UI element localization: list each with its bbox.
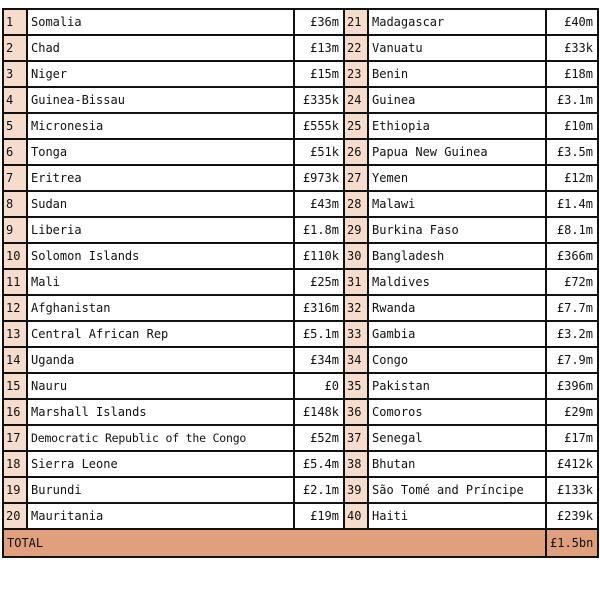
- amount: £3.5m: [546, 139, 598, 165]
- table-row: [3, 295, 598, 321]
- country-name: Yemen: [368, 165, 546, 191]
- amount: £1.8m: [294, 217, 344, 243]
- amount: £72m: [546, 269, 598, 295]
- table-row: [3, 425, 598, 451]
- rank-number: 28: [344, 191, 368, 217]
- amount: £18m: [546, 61, 598, 87]
- country-name: Niger: [27, 61, 294, 87]
- rank-number: 37: [344, 425, 368, 451]
- rank-number: 1: [3, 9, 27, 35]
- country-name: Liberia: [27, 217, 294, 243]
- amount: £239k: [546, 503, 598, 529]
- country-name: Vanuatu: [368, 35, 546, 61]
- rank-number: 2: [3, 35, 27, 61]
- country-name: Bangladesh: [368, 243, 546, 269]
- amount: £51k: [294, 139, 344, 165]
- rank-number: 27: [344, 165, 368, 191]
- rank-number: 31: [344, 269, 368, 295]
- rank-number: 16: [3, 399, 27, 425]
- country-name: Ethiopia: [368, 113, 546, 139]
- rank-number: 20: [3, 503, 27, 529]
- country-name: Sudan: [27, 191, 294, 217]
- rank-number: 7: [3, 165, 27, 191]
- rank-number: 25: [344, 113, 368, 139]
- rank-number: 17: [3, 425, 27, 451]
- country-name: Democratic Republic of the Congo: [27, 425, 294, 451]
- amount: £316m: [294, 295, 344, 321]
- amount: £335k: [294, 87, 344, 113]
- country-name: Central African Rep: [27, 321, 294, 347]
- country-name: Maldives: [368, 269, 546, 295]
- amount: £396m: [546, 373, 598, 399]
- table-row: [3, 191, 598, 217]
- table-body: [3, 9, 598, 529]
- rank-number: 23: [344, 61, 368, 87]
- country-name: São Tomé and Príncipe: [368, 477, 546, 503]
- amount: £973k: [294, 165, 344, 191]
- country-name: Pakistan: [368, 373, 546, 399]
- country-name: Guinea: [368, 87, 546, 113]
- table-row: [3, 217, 598, 243]
- table-row: [3, 165, 598, 191]
- rank-number: 24: [344, 87, 368, 113]
- rank-number: 35: [344, 373, 368, 399]
- table-row: [3, 503, 598, 529]
- country-name: Marshall Islands: [27, 399, 294, 425]
- country-name: Malawi: [368, 191, 546, 217]
- amount: £17m: [546, 425, 598, 451]
- rank-number: 8: [3, 191, 27, 217]
- rank-number: 13: [3, 321, 27, 347]
- table-row: [3, 243, 598, 269]
- amount: £3.1m: [546, 87, 598, 113]
- rank-number: 15: [3, 373, 27, 399]
- rank-number: 22: [344, 35, 368, 61]
- rank-number: 12: [3, 295, 27, 321]
- amount: £43m: [294, 191, 344, 217]
- amount: £110k: [294, 243, 344, 269]
- amount: £1.4m: [546, 191, 598, 217]
- total-row: [3, 529, 598, 557]
- amount: £12m: [546, 165, 598, 191]
- amount: £0: [294, 373, 344, 399]
- rank-number: 38: [344, 451, 368, 477]
- rank-number: 4: [3, 87, 27, 113]
- aid-table: [2, 8, 599, 558]
- country-name: Guinea-Bissau: [27, 87, 294, 113]
- rank-number: 19: [3, 477, 27, 503]
- table-row: [3, 87, 598, 113]
- amount: £25m: [294, 269, 344, 295]
- country-name: Burkina Faso: [368, 217, 546, 243]
- amount: £33k: [546, 35, 598, 61]
- rank-number: 5: [3, 113, 27, 139]
- amount: £148k: [294, 399, 344, 425]
- country-name: Bhutan: [368, 451, 546, 477]
- rank-number: 3: [3, 61, 27, 87]
- country-name: Solomon Islands: [27, 243, 294, 269]
- amount: £133k: [546, 477, 598, 503]
- table-row: [3, 35, 598, 61]
- amount: £36m: [294, 9, 344, 35]
- country-name: Gambia: [368, 321, 546, 347]
- rank-number: 14: [3, 347, 27, 373]
- amount: £10m: [546, 113, 598, 139]
- rank-number: 6: [3, 139, 27, 165]
- rank-number: 21: [344, 9, 368, 35]
- rank-number: 34: [344, 347, 368, 373]
- rank-number: 40: [344, 503, 368, 529]
- amount: £2.1m: [294, 477, 344, 503]
- rank-number: 33: [344, 321, 368, 347]
- table-row: [3, 9, 598, 35]
- country-name: Micronesia: [27, 113, 294, 139]
- rank-number: 9: [3, 217, 27, 243]
- amount: £29m: [546, 399, 598, 425]
- amount: £555k: [294, 113, 344, 139]
- rank-number: 10: [3, 243, 27, 269]
- table-row: [3, 373, 598, 399]
- country-name: Mauritania: [27, 503, 294, 529]
- amount: £3.2m: [546, 321, 598, 347]
- country-name: Eritrea: [27, 165, 294, 191]
- rank-number: 32: [344, 295, 368, 321]
- rank-number: 11: [3, 269, 27, 295]
- amount: £15m: [294, 61, 344, 87]
- table-row: [3, 399, 598, 425]
- country-name: Sierra Leone: [27, 451, 294, 477]
- table-row: [3, 321, 598, 347]
- country-name: Mali: [27, 269, 294, 295]
- rank-number: 39: [344, 477, 368, 503]
- country-name: Uganda: [27, 347, 294, 373]
- country-name: Benin: [368, 61, 546, 87]
- amount: £7.7m: [546, 295, 598, 321]
- table-row: [3, 477, 598, 503]
- country-name: Somalia: [27, 9, 294, 35]
- total-value: £1.5bn: [546, 529, 598, 557]
- amount: £5.4m: [294, 451, 344, 477]
- country-name: Comoros: [368, 399, 546, 425]
- country-name: Burundi: [27, 477, 294, 503]
- country-name: Afghanistan: [27, 295, 294, 321]
- table-row: [3, 113, 598, 139]
- rank-number: 18: [3, 451, 27, 477]
- table-row: [3, 347, 598, 373]
- country-name: Papua New Guinea: [368, 139, 546, 165]
- amount: £366m: [546, 243, 598, 269]
- country-name: Nauru: [27, 373, 294, 399]
- amount: £19m: [294, 503, 344, 529]
- amount: £13m: [294, 35, 344, 61]
- country-name: Senegal: [368, 425, 546, 451]
- rank-number: 36: [344, 399, 368, 425]
- amount: £34m: [294, 347, 344, 373]
- country-name: Congo: [368, 347, 546, 373]
- table-row: [3, 451, 598, 477]
- rank-number: 29: [344, 217, 368, 243]
- amount: £412k: [546, 451, 598, 477]
- table-row: [3, 61, 598, 87]
- country-name: Madagascar: [368, 9, 546, 35]
- amount: £40m: [546, 9, 598, 35]
- table-row: [3, 139, 598, 165]
- total-label: TOTAL: [3, 529, 546, 557]
- amount: £5.1m: [294, 321, 344, 347]
- table-row: [3, 269, 598, 295]
- amount: £7.9m: [546, 347, 598, 373]
- country-name: Tonga: [27, 139, 294, 165]
- country-name: Chad: [27, 35, 294, 61]
- amount: £52m: [294, 425, 344, 451]
- country-name: Haiti: [368, 503, 546, 529]
- country-name: Rwanda: [368, 295, 546, 321]
- rank-number: 26: [344, 139, 368, 165]
- rank-number: 30: [344, 243, 368, 269]
- amount: £8.1m: [546, 217, 598, 243]
